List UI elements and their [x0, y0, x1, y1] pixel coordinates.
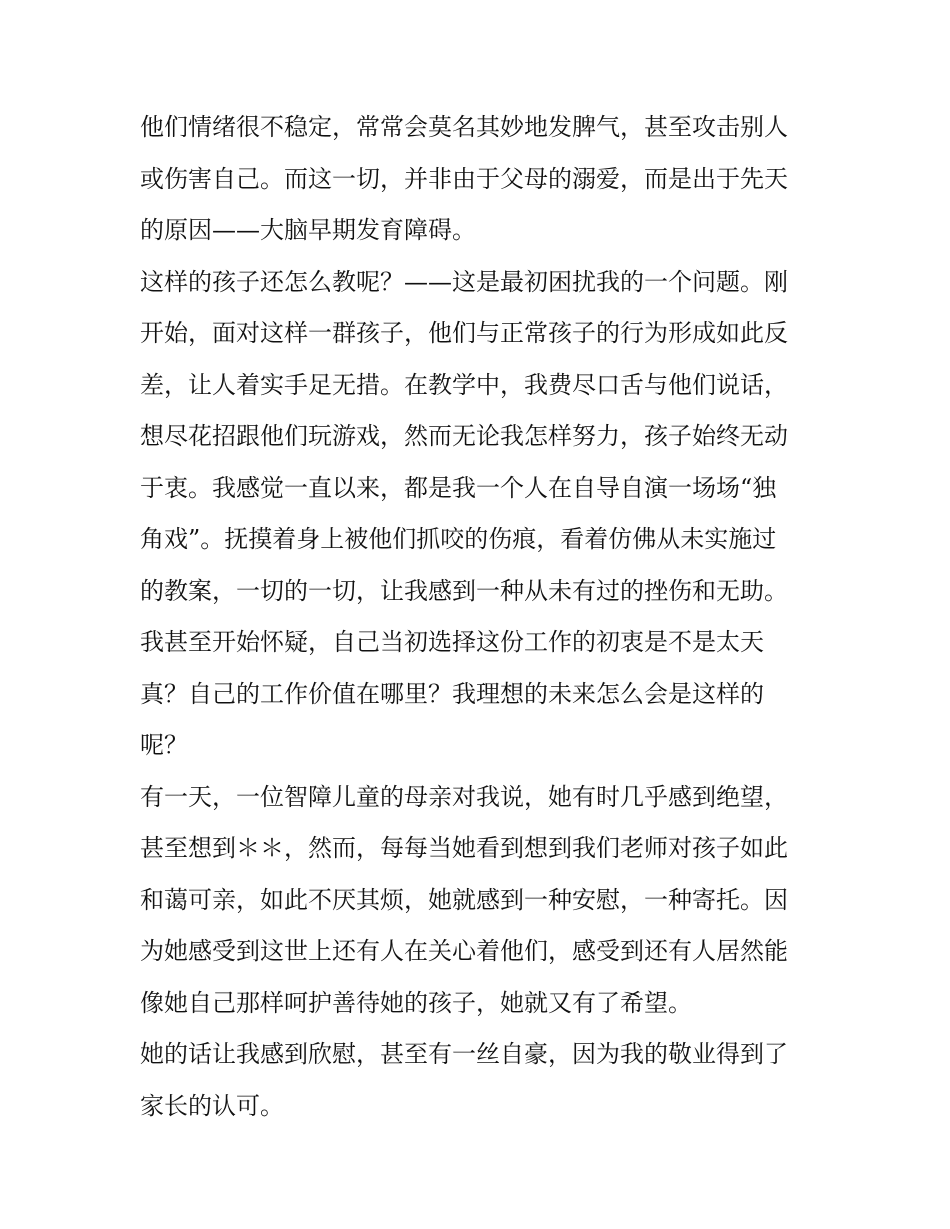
- text-line-6: 差，让人着实手足无措。在教学中，我费尽口舌与他们说话，: [140, 370, 788, 399]
- text-line-16: 和蔼可亲，如此不厌其烦，她就感到一种安慰，一种寄托。因: [140, 885, 788, 914]
- text-line-5: 开始，面对这样一群孩子，他们与正常孩子的行为形成如此反: [140, 319, 788, 347]
- body-text: [140, 102, 816, 1132]
- text-line-9: 角戏”。抚摸着身上被他们抓咬的伤痕，看着仿佛从未实施过: [140, 525, 777, 553]
- text-line-3: 的原因——大脑早期发育障碍。: [140, 216, 476, 244]
- text-line-7: 想尽花招跟他们玩游戏，然而无论我怎样努力，孩子始终无动: [140, 422, 788, 450]
- text-line-19: 她的话让我感到欣慰，甚至有一丝自豪，因为我的敬业得到了: [140, 1040, 788, 1068]
- text-line-2: 或伤害自己。而这一切，并非由于父母的溺爱，而是出于先天: [140, 164, 788, 193]
- text-line-8: 于衷。我感觉一直以来，都是我一个人在自导自演一场场“独: [140, 473, 777, 502]
- text-line-17: 为她感受到这世上还有人在关心着他们，感受到还有人居然能: [140, 937, 788, 965]
- text-line-12: 真？自己的工作价值在哪里？我理想的未来怎么会是这样的: [140, 679, 764, 708]
- text-line-14: 有一天，一位智障儿童的母亲对我说，她有时几乎感到绝望，: [140, 782, 788, 811]
- text-line-4: 这样的孩子还怎么教呢？——这是最初困扰我的一个问题。刚: [140, 267, 788, 296]
- text-line-1: 他们情绪很不稳定，常常会莫名其妙地发脾气，甚至攻击别人: [140, 113, 788, 141]
- text-line-10: 的教案，一切的一切，让我感到一种从未有过的挫伤和无助。: [140, 576, 788, 605]
- text-line-11: 我甚至开始怀疑，自己当初选择这份工作的初衷是不是太天: [140, 628, 764, 656]
- text-line-15: 甚至想到＊＊，然而，每每当她看到想到我们老师对孩子如此: [140, 834, 788, 862]
- text-line-13: 呢？: [140, 731, 188, 759]
- text-line-20: 家长的认可。: [140, 1091, 284, 1120]
- text-line-18: 像她自己那样呵护善待她的孩子，她就又有了希望。: [140, 988, 692, 1017]
